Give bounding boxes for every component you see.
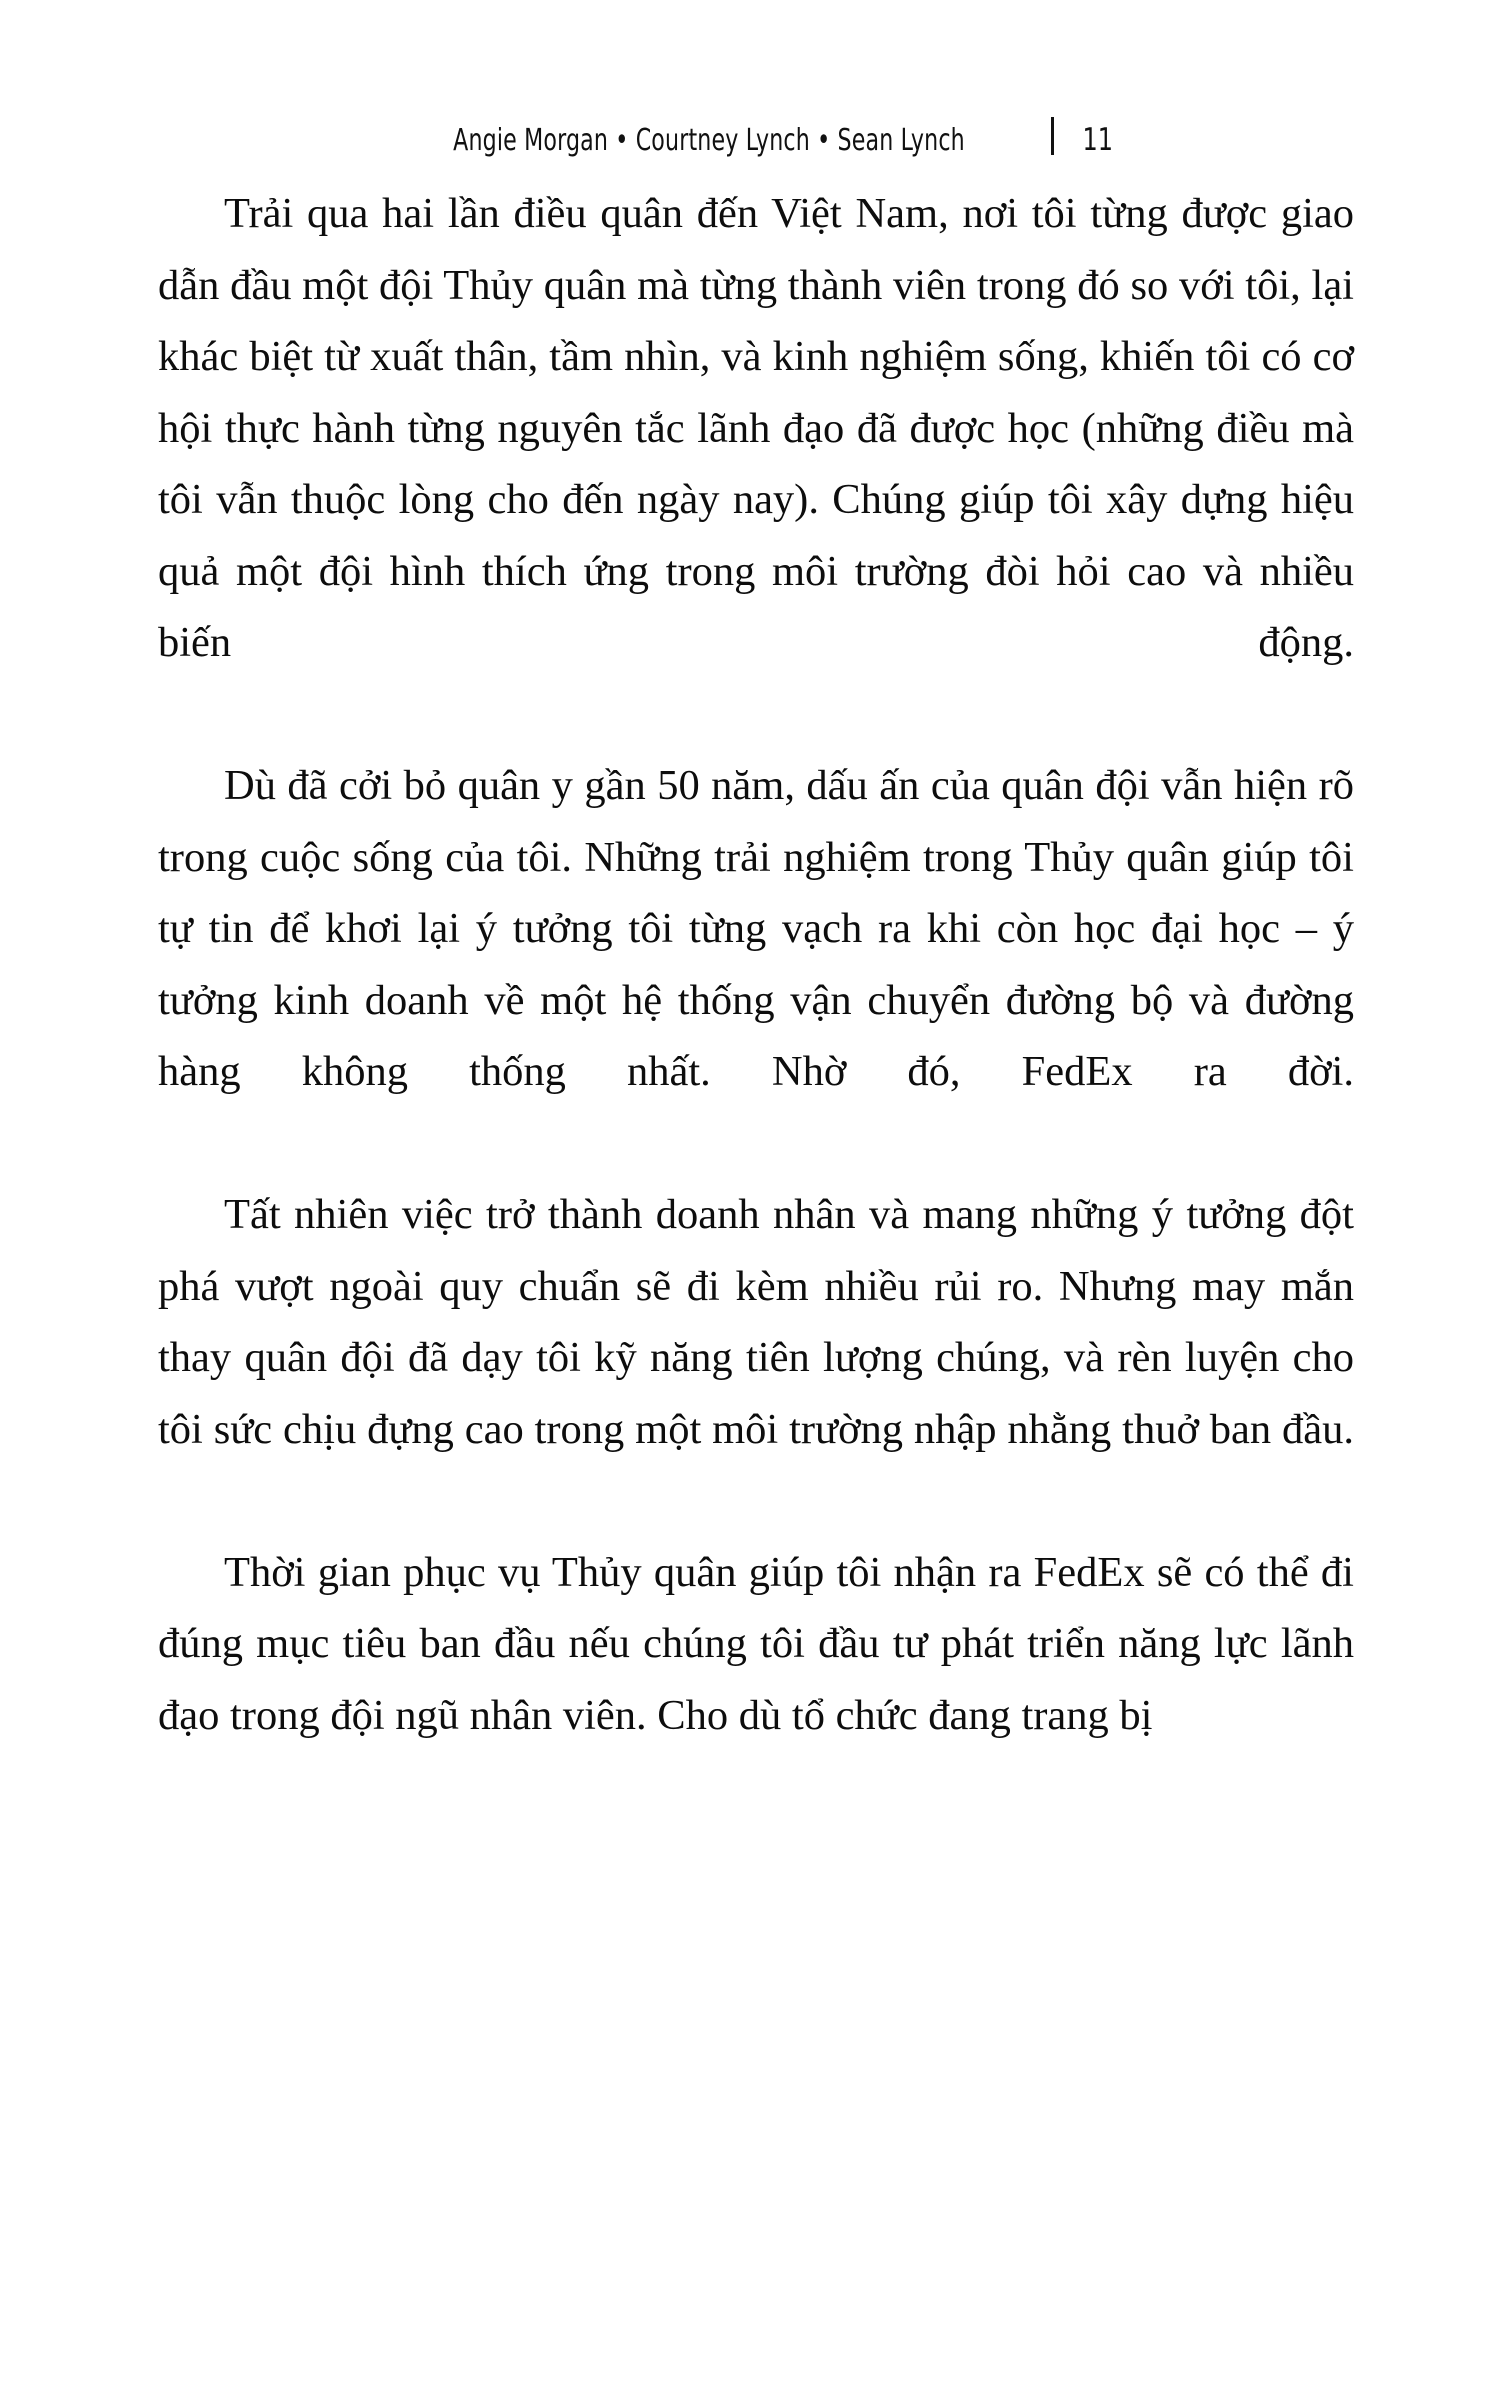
body-text-block [158, 178, 1354, 1751]
running-header [0, 112, 1512, 158]
page-number: 11 [1082, 122, 1113, 158]
paragraph: Thời gian phục vụ Thủy quân giúp tôi nhận ra FedEx sẽ có thể đi đúng mục tiêu ban đầu nếu chúng tôi đầu tư phát triển năng lực lãnh đạo trong đội ngũ nhân viên. Cho dù tổ chức đang trang bị [158, 1548, 1354, 1739]
header-authors: Angie Morgan • Courtney Lynch • Sean Lynch [452, 123, 965, 158]
paragraph: Trải qua hai lần điều quân đến Việt Nam, nơi tôi từng được giao dẫn đầu một đội Thủy quân mà từng thành viên trong đó so với tôi, lại khác biệt từ xuất thân, tầm nhìn, và kinh nghiệm sống, khiến tôi có cơ hội thực hành từng nguyên tắc lãnh đạo đã được học (những điều mà tôi vẫn thuộc lòng cho đến ngày nay). Chúng giúp tôi xây dựng hiệu quả một đội hình thích ứng trong môi trường đòi hỏi cao và nhiều biến động. [158, 190, 1354, 666]
header-separator-rule [1051, 117, 1054, 155]
paragraph: Tất nhiên việc trở thành doanh nhân và mang những ý tưởng đột phá vượt ngoài quy chuẩn sẽ đi kèm nhiều rủi ro. Nhưng may mắn thay quân đội đã dạy tôi kỹ năng tiên lượng chúng, và rèn luyện cho tôi sức chịu đựng cao trong một môi trường nhập nhằng thuở ban đầu. [158, 1191, 1354, 1453]
paragraph: Dù đã cởi bỏ quân y gần 50 năm, dấu ấn của quân đội vẫn hiện rõ trong cuộc sống của tôi. Những trải nghiệm trong Thủy quân giúp tôi tự tin để khơi lại ý tưởng tôi từng vạch ra khi còn học đại học – ý tưởng kinh doanh về một hệ thống vận chuyển đường bộ và đường hàng không thống nhất. Nhờ đó, FedEx ra đời. [158, 762, 1354, 1095]
